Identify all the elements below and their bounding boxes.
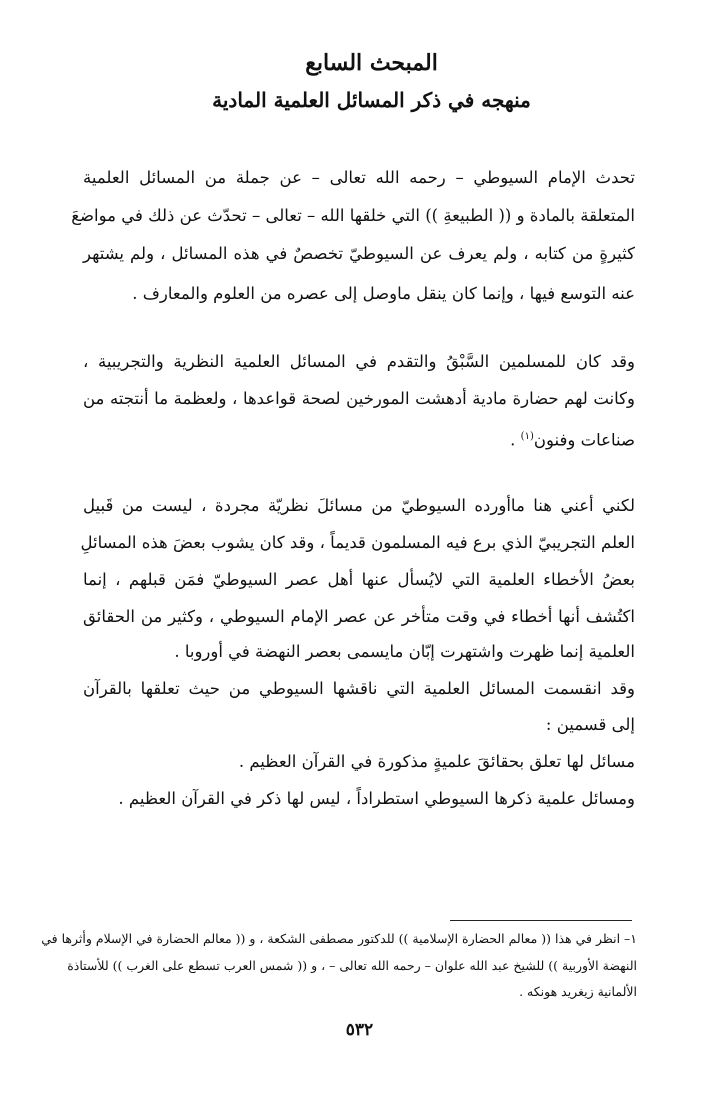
paragraph-line: تحدث الإمام السيوطي – رحمه الله تعالى – عن جملة من المسائل العلمية — [83, 168, 635, 187]
paragraph-text: صناعات وفنون — [533, 430, 635, 450]
paragraph-line: كثيرةٍ من كتابه ، ولم يعرف عن السيوطيّ تخصصٌ في هذه المسائل ، ولم يشتهر — [83, 244, 635, 263]
footnote-divider — [450, 920, 632, 921]
paragraph-line: عنه التوسع فيها ، وإنما كان ينقل ماوصل إلى عصره من العلوم والمعارف . — [132, 284, 635, 303]
footnote-line: ١– انظر في هذا (( معالم الحضارة الإسلامية )) للدكتور مصطفى الشكعة ، و (( معالم الحضارة في الإسلام وأثرها في — [41, 931, 637, 946]
paragraph-line: ومسائل علمية ذكرها السيوطي استطراداً ، ليس لها ذكر في القرآن العظيم . — [118, 789, 635, 808]
paragraph-text: . — [510, 430, 521, 450]
paragraph-line: إلى قسمين : — [545, 715, 635, 734]
page-number: ٥٣٢ — [345, 1020, 374, 1040]
paragraph-line: بعضُ الأخطاء العلمية التي لايُسأل عنها أهل عصر السيوطيّ فمَن قبلهم ، إنما — [83, 570, 635, 589]
paragraph-line: العلمية إنما ظهرت واشتهرت إبّان مايسمى بعصر النهضة في أوروبا . — [174, 642, 635, 661]
footnote-marker[interactable]: (١) — [520, 431, 534, 442]
paragraph-line: العلم التجريبيّ الذي برع فيه المسلمون قديماً ، وقد كان يشوب بعضَ هذه المسائلِ — [80, 533, 635, 552]
footnote-line: الألمانية زيغريد هونكه . — [519, 984, 637, 999]
paragraph-line: وقد انقسمت المسائل العلمية التي ناقشها السيوطي من حيث تعلقها بالقرآن — [83, 679, 635, 698]
paragraph-line: المتعلقة بالمادة و (( الطبيعةِ )) التي خلقها الله – تعالى – تحدّث عن ذلك في مواضعَ — [71, 206, 635, 225]
paragraph-line: وقد كان للمسلمين السَّبْقُ والتقدم في المسائل العلمية النظرية والتجريبية ، — [83, 352, 635, 371]
paragraph-line: وكانت لهم حضارة مادية أدهشت المورخين لصحة قواعدها ، ولعظمة ما أنتجته من — [83, 389, 635, 408]
paragraph-line: اكتُشف أنها أخطاء في وقت متأخر عن عصر الإمام السيوطي ، وكثير من الحقائق — [83, 607, 635, 626]
paragraph-line: مسائل لها تعلق بحقائقَ علميةٍ مذكورة في القرآن العظيم . — [238, 752, 635, 771]
paragraph-line — [510, 425, 635, 453]
section-title: المبحث السابع — [305, 50, 438, 76]
paragraph-line: لكني أعني هنا ماأورده السيوطيّ من مسائلَ نظريّة مجردة ، ليست من قَبيل — [83, 496, 635, 515]
section-subtitle: منهجه في ذكر المسائل العلمية المادية — [212, 88, 531, 112]
footnote-line: النهضة الأوربية )) للشيخ عبد الله علوان – رحمه الله تعالى – ، و (( شمس العرب تسطع على الغرب )) للأستاذة — [67, 958, 637, 973]
